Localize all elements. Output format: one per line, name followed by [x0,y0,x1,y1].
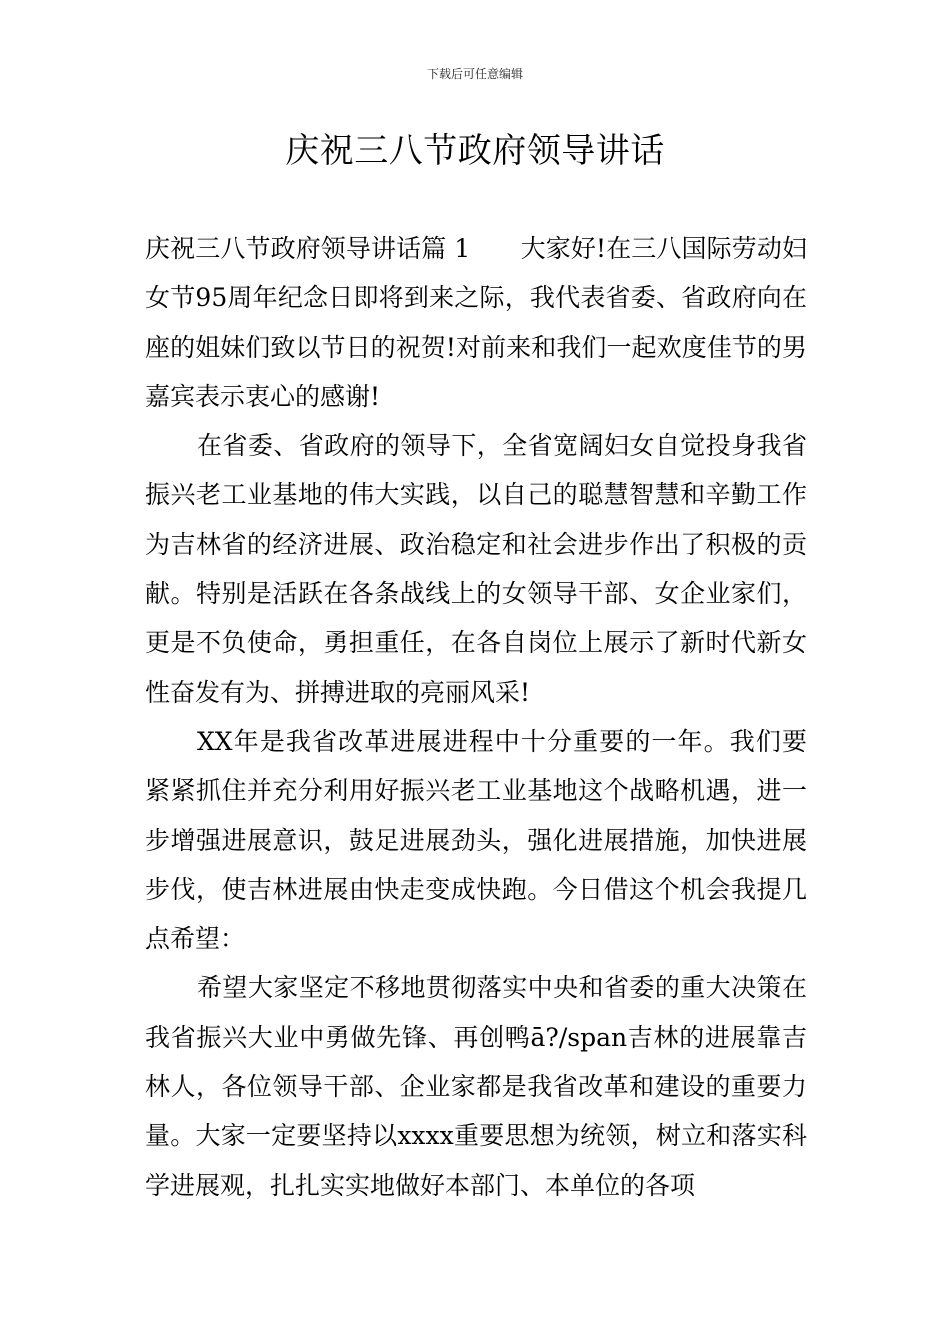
document-body [145,224,807,1210]
paragraph-4: 希望大家坚定不移地贯彻落实中央和省委的重大决策在我省振兴大业中勇做先锋、再创鸭ā?/span吉林的进展靠吉林人，各位领导干部、企业家都是我省改革和建设的重要力量。大家一定要坚持以xxxx重要思想为统领，树立和落实科学进展观，扎扎实实地做好本部门、本单位的各项 [145,973,807,1200]
header-note: 下载后可任意编辑 [426,67,523,81]
paragraph-2: 在省委、省政府的领导下，全省宽阔妇女自觉投身我省振兴老工业基地的伟大实践，以自己的聪慧智慧和辛勤工作为吉林省的经济进展、政治稳定和社会进步作出了积极的贡献。特别是活跃在各条战线上的女领导干部、女企业家们，更是不负使命，勇担重任，在各自岗位上展示了新时代新女性奋发有为、拼搏进取的亮丽风采! [145,431,807,707]
paragraph-3: XX年是我省改革进展进程中十分重要的一年。我们要紧紧抓住并充分利用好振兴老工业基地这个战略机遇，进一步增强进展意识，鼓足进展劲头，强化进展措施，加快进展步伐，使吉林进展由快走变成快跑。今日借这个机会我提几点希望： [145,726,807,954]
paragraph-1: 庆祝三八节政府领导讲话篇 1 大家好!在三八国际劳动妇女节95周年纪念日即将到来之际，我代表省委、省政府向在座的姐妹们致以节日的祝贺!对前来和我们一起欢度佳节的男嘉宾表示衷心的感谢! [145,234,807,411]
document-title: 庆祝三八节政府领导讲话 [285,131,665,171]
